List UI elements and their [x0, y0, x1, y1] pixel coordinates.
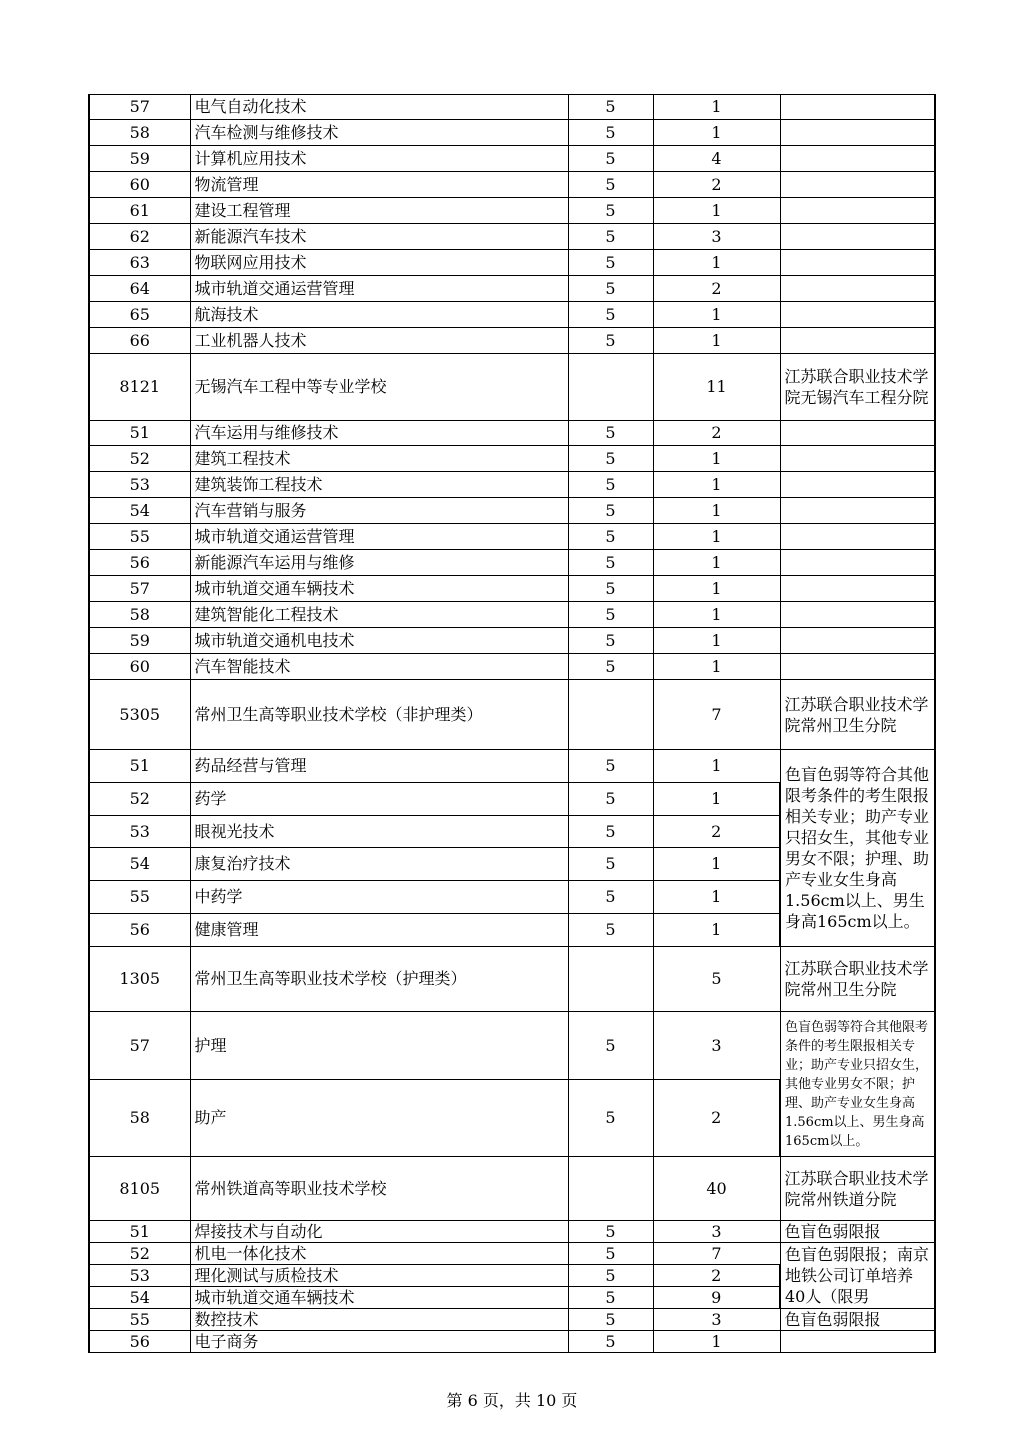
years-cell: 5: [568, 95, 653, 120]
years-cell: 5: [568, 421, 653, 446]
name-cell: 汽车营销与服务: [190, 498, 568, 524]
table-row: [89, 654, 935, 680]
name-cell: 建筑智能化工程技术: [190, 602, 568, 628]
note-cell: 色盲色弱限报；南京地铁公司订单培养40人（限男: [780, 1243, 935, 1309]
name-cell: 建筑装饰工程技术: [190, 472, 568, 498]
table-row: [89, 198, 935, 224]
years-cell: 5: [568, 328, 653, 354]
table-row: [89, 1309, 935, 1331]
table-row: [89, 1157, 935, 1221]
table-row: [89, 524, 935, 550]
years-cell: 5: [568, 172, 653, 198]
note-cell: [780, 446, 935, 472]
count-cell: 1: [653, 881, 780, 914]
table-row: [89, 446, 935, 472]
name-cell: 工业机器人技术: [190, 328, 568, 354]
name-cell: 助产: [190, 1080, 568, 1157]
years-cell: 5: [568, 276, 653, 302]
code-cell: 53: [89, 1265, 190, 1287]
note-cell: [780, 498, 935, 524]
name-cell: 健康管理: [190, 914, 568, 947]
table-row: [89, 120, 935, 146]
years-cell: 5: [568, 498, 653, 524]
note-cell: [780, 146, 935, 172]
name-cell: 药品经营与管理: [190, 750, 568, 783]
code-cell: 66: [89, 328, 190, 354]
count-cell: 1: [653, 1331, 780, 1353]
table-row: [89, 680, 935, 750]
code-cell: 1305: [89, 947, 190, 1012]
name-cell: 城市轨道交通机电技术: [190, 628, 568, 654]
count-cell: 1: [653, 602, 780, 628]
table-row: [89, 354, 935, 421]
code-cell: 53: [89, 816, 190, 848]
name-cell: 建筑工程技术: [190, 446, 568, 472]
code-cell: 52: [89, 446, 190, 472]
code-cell: 53: [89, 472, 190, 498]
note-cell: [780, 302, 935, 328]
name-cell: 无锡汽车工程中等专业学校: [190, 354, 568, 421]
years-cell: 5: [568, 224, 653, 250]
name-cell: 机电一体化技术: [190, 1243, 568, 1265]
table-row: [89, 602, 935, 628]
code-cell: 57: [89, 1012, 190, 1080]
count-cell: 1: [653, 446, 780, 472]
code-cell: 60: [89, 172, 190, 198]
code-cell: 59: [89, 146, 190, 172]
code-cell: 54: [89, 1287, 190, 1309]
note-cell: [780, 95, 935, 120]
table-row: [89, 628, 935, 654]
count-cell: 11: [653, 354, 780, 421]
name-cell: 常州铁道高等职业技术学校: [190, 1157, 568, 1221]
count-cell: 1: [653, 848, 780, 881]
note-cell: [780, 328, 935, 354]
name-cell: 理化测试与质检技术: [190, 1265, 568, 1287]
count-cell: 7: [653, 1243, 780, 1265]
table-row: [89, 750, 935, 783]
count-cell: 1: [653, 198, 780, 224]
table-row: [89, 1331, 935, 1353]
count-cell: 3: [653, 1012, 780, 1080]
name-cell: 常州卫生高等职业技术学校（非护理类）: [190, 680, 568, 750]
name-cell: 药学: [190, 783, 568, 816]
years-cell: 5: [568, 628, 653, 654]
count-cell: 1: [653, 302, 780, 328]
code-cell: 63: [89, 250, 190, 276]
code-cell: 55: [89, 881, 190, 914]
years-cell: 5: [568, 602, 653, 628]
code-cell: 55: [89, 1309, 190, 1331]
code-cell: 51: [89, 421, 190, 446]
count-cell: 1: [653, 628, 780, 654]
code-cell: 5305: [89, 680, 190, 750]
years-cell: 5: [568, 120, 653, 146]
years-cell: 5: [568, 472, 653, 498]
years-cell: 5: [568, 576, 653, 602]
years-cell: [568, 680, 653, 750]
name-cell: 城市轨道交通运营管理: [190, 276, 568, 302]
count-cell: 1: [653, 498, 780, 524]
table-row: [89, 224, 935, 250]
name-cell: 焊接技术与自动化: [190, 1221, 568, 1243]
code-cell: 56: [89, 914, 190, 947]
count-cell: 1: [653, 914, 780, 947]
years-cell: 5: [568, 783, 653, 816]
code-cell: 52: [89, 783, 190, 816]
code-cell: 58: [89, 602, 190, 628]
table-row: [89, 172, 935, 198]
count-cell: 9: [653, 1287, 780, 1309]
years-cell: 5: [568, 750, 653, 783]
code-cell: 8105: [89, 1157, 190, 1221]
name-cell: 汽车运用与维修技术: [190, 421, 568, 446]
count-cell: 1: [653, 472, 780, 498]
note-cell: [780, 120, 935, 146]
count-cell: 1: [653, 750, 780, 783]
years-cell: 5: [568, 914, 653, 947]
years-cell: 5: [568, 524, 653, 550]
table-row: [89, 498, 935, 524]
table-row: [89, 550, 935, 576]
years-cell: 5: [568, 1012, 653, 1080]
name-cell: 常州卫生高等职业技术学校（护理类）: [190, 947, 568, 1012]
years-cell: [568, 354, 653, 421]
code-cell: 59: [89, 628, 190, 654]
code-cell: 58: [89, 120, 190, 146]
table-row: [89, 276, 935, 302]
count-cell: 2: [653, 1265, 780, 1287]
count-cell: 3: [653, 1309, 780, 1331]
note-cell: 色盲色弱等符合其他限考条件的考生限报相关专业；助产专业只招女生，其他专业男女不限；护理、助产专业女生身高1.56cm以上、男生身高165cm以上。: [780, 750, 935, 947]
admissions-table: [88, 94, 936, 1353]
years-cell: 5: [568, 1221, 653, 1243]
note-cell: [780, 198, 935, 224]
count-cell: 4: [653, 146, 780, 172]
count-cell: 1: [653, 120, 780, 146]
years-cell: 5: [568, 446, 653, 472]
name-cell: 护理: [190, 1012, 568, 1080]
code-cell: 60: [89, 654, 190, 680]
note-cell: 色盲色弱限报: [780, 1309, 935, 1331]
name-cell: 建设工程管理: [190, 198, 568, 224]
count-cell: 1: [653, 654, 780, 680]
code-cell: 65: [89, 302, 190, 328]
page-footer: 第 6 页，共 10 页: [446, 1391, 578, 1410]
code-cell: 64: [89, 276, 190, 302]
count-cell: 7: [653, 680, 780, 750]
code-cell: 51: [89, 1221, 190, 1243]
count-cell: 2: [653, 816, 780, 848]
note-cell: [780, 172, 935, 198]
note-cell: [780, 550, 935, 576]
table-row: [89, 302, 935, 328]
count-cell: 3: [653, 1221, 780, 1243]
note-cell: [780, 576, 935, 602]
count-cell: 2: [653, 421, 780, 446]
count-cell: 2: [653, 1080, 780, 1157]
years-cell: 5: [568, 881, 653, 914]
table-row: [89, 421, 935, 446]
name-cell: 物流管理: [190, 172, 568, 198]
count-cell: 40: [653, 1157, 780, 1221]
note-cell: [780, 250, 935, 276]
years-cell: 5: [568, 1080, 653, 1157]
code-cell: 8121: [89, 354, 190, 421]
count-cell: 1: [653, 250, 780, 276]
name-cell: 电子商务: [190, 1331, 568, 1353]
code-cell: 57: [89, 576, 190, 602]
name-cell: 中药学: [190, 881, 568, 914]
table-row: [89, 95, 935, 120]
years-cell: 5: [568, 1331, 653, 1353]
years-cell: 5: [568, 1243, 653, 1265]
note-cell: 江苏联合职业技术学院常州卫生分院: [780, 947, 935, 1012]
table-row: [89, 146, 935, 172]
name-cell: 电气自动化技术: [190, 95, 568, 120]
note-cell: [780, 421, 935, 446]
years-cell: 5: [568, 848, 653, 881]
count-cell: 1: [653, 524, 780, 550]
name-cell: 康复治疗技术: [190, 848, 568, 881]
count-cell: 1: [653, 95, 780, 120]
note-cell: 色盲色弱等符合其他限考条件的考生限报相关专业；助产专业只招女生，其他专业男女不限；护理、助产专业女生身高1.56cm以上、男生身高165cm以上。: [780, 1012, 935, 1157]
code-cell: 55: [89, 524, 190, 550]
count-cell: 1: [653, 783, 780, 816]
note-cell: [780, 224, 935, 250]
code-cell: 54: [89, 498, 190, 524]
note-cell: [780, 1331, 935, 1353]
code-cell: 56: [89, 550, 190, 576]
note-cell: 江苏联合职业技术学院常州铁道分院: [780, 1157, 935, 1221]
count-cell: 1: [653, 576, 780, 602]
name-cell: 新能源汽车技术: [190, 224, 568, 250]
count-cell: 3: [653, 224, 780, 250]
name-cell: 汽车智能技术: [190, 654, 568, 680]
code-cell: 56: [89, 1331, 190, 1353]
name-cell: 汽车检测与维修技术: [190, 120, 568, 146]
count-cell: 2: [653, 276, 780, 302]
table-row: [89, 250, 935, 276]
years-cell: 5: [568, 550, 653, 576]
count-cell: 5: [653, 947, 780, 1012]
note-cell: 江苏联合职业技术学院无锡汽车工程分院: [780, 354, 935, 421]
table-row: [89, 947, 935, 1012]
code-cell: 51: [89, 750, 190, 783]
years-cell: 5: [568, 816, 653, 848]
code-cell: 57: [89, 95, 190, 120]
name-cell: 数控技术: [190, 1309, 568, 1331]
name-cell: 物联网应用技术: [190, 250, 568, 276]
years-cell: 5: [568, 1287, 653, 1309]
table-row: [89, 472, 935, 498]
name-cell: 计算机应用技术: [190, 146, 568, 172]
code-cell: 58: [89, 1080, 190, 1157]
table-row: [89, 576, 935, 602]
years-cell: 5: [568, 146, 653, 172]
years-cell: [568, 947, 653, 1012]
table-row: [89, 1012, 935, 1080]
note-cell: [780, 472, 935, 498]
note-cell: [780, 602, 935, 628]
count-cell: 2: [653, 172, 780, 198]
name-cell: 新能源汽车运用与维修: [190, 550, 568, 576]
count-cell: 1: [653, 328, 780, 354]
table-row: [89, 1243, 935, 1265]
code-cell: 52: [89, 1243, 190, 1265]
table-row: [89, 328, 935, 354]
years-cell: 5: [568, 1265, 653, 1287]
years-cell: 5: [568, 198, 653, 224]
years-cell: [568, 1157, 653, 1221]
code-cell: 62: [89, 224, 190, 250]
code-cell: 54: [89, 848, 190, 881]
note-cell: [780, 276, 935, 302]
table-row: [89, 1221, 935, 1243]
note-cell: [780, 654, 935, 680]
count-cell: 1: [653, 550, 780, 576]
years-cell: 5: [568, 654, 653, 680]
code-cell: 61: [89, 198, 190, 224]
name-cell: 城市轨道交通车辆技术: [190, 1287, 568, 1309]
name-cell: 航海技术: [190, 302, 568, 328]
name-cell: 城市轨道交通车辆技术: [190, 576, 568, 602]
years-cell: 5: [568, 250, 653, 276]
name-cell: 眼视光技术: [190, 816, 568, 848]
years-cell: 5: [568, 1309, 653, 1331]
note-cell: 色盲色弱限报: [780, 1221, 935, 1243]
name-cell: 城市轨道交通运营管理: [190, 524, 568, 550]
note-cell: [780, 524, 935, 550]
note-cell: [780, 628, 935, 654]
note-cell: 江苏联合职业技术学院常州卫生分院: [780, 680, 935, 750]
years-cell: 5: [568, 302, 653, 328]
